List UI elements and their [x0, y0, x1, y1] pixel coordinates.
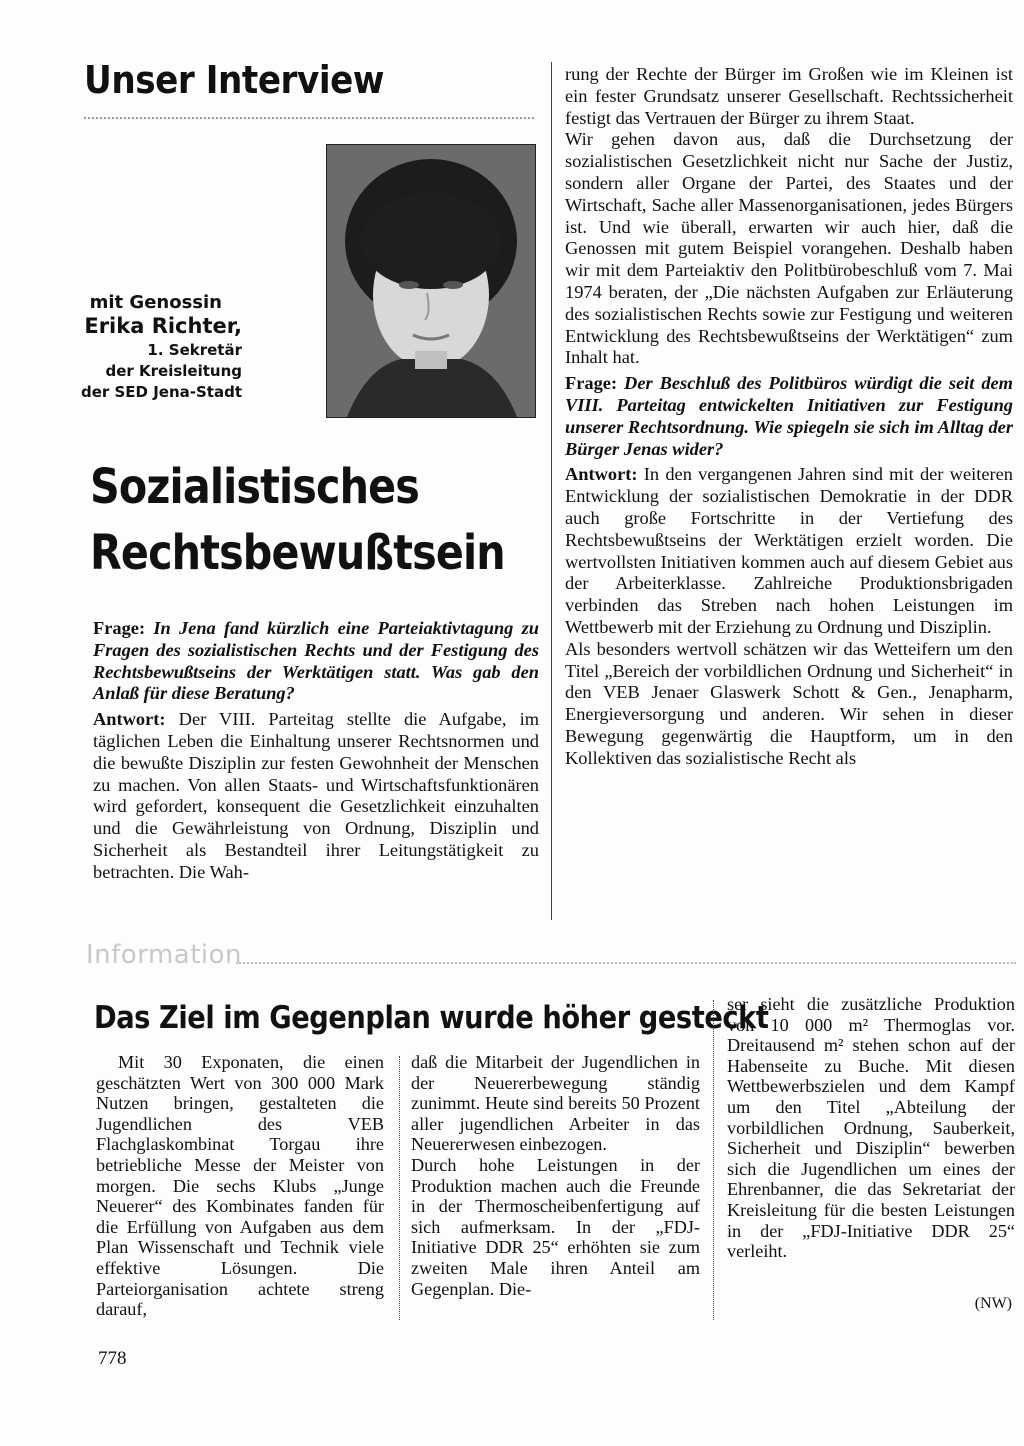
answer-2 — [565, 464, 1013, 638]
paragraph: Wir gehen davon aus, daß die Durchsetzung der sozialistischen Gesetzlichkeit nicht nur Sache der Justiz, sondern aller Organe der Partei, des Staates und der Wirtschaft, Sache aller Massenorganisationen, jedes Bürgers ist. Und wie überall, erwarten wir auch hier, daß die Genossen mit gutem Beispiel vorangehen. Deshalb haben wir mit dem Parteiaktiv den Politbürobeschluß vom 7. Mai 1974 beraten, der „Die nächsten Aufgaben zur Erläuterung des sozialistischen Rechts sowie zur Festigung und weiteren Entwicklung des Rechtsbewußtseins der Werktätigen“ zum Inhalt hat. — [565, 129, 1013, 368]
info-column-2 — [411, 1052, 700, 1299]
answer-text: In den vergangenen Jahren sind mit der weiteren Entwicklung der sozialistischen Demokratie in der DDR auch große Fortschritte in der Vertiefung des Rechtsbewußtseins der Werktätigen erzielt worden. Die wertvollsten Initiativen kommen auch auf diesem Gebiet aus der Arbeiterklasse. Zahlreiche Produktionsbrigaden verbinden das Streben nach hohen Leistungen im Wettbewerb mit der Erziehung zu Ordnung und Disziplin. — [565, 464, 1013, 637]
portrait-photo — [326, 144, 536, 418]
answer-1 — [93, 709, 539, 883]
question-label: Frage: — [93, 618, 146, 638]
paragraph: daß die Mitarbeit der Jugendlichen in der Neuererbewegung ständig zunimmt. Heute sind bereits 50 Prozent aller jugendlichen Arbeiter in das Neuererwesen einbezogen. — [411, 1052, 700, 1155]
caption-line-5: der SED Jena-Stadt — [80, 383, 242, 401]
information-label: Information — [86, 940, 243, 970]
column-divider — [551, 62, 552, 920]
column-divider — [399, 1056, 400, 1320]
interview-column-1 — [93, 618, 539, 884]
info-column-3 — [727, 994, 1015, 1262]
caption-line-4: der Kreisleitung — [105, 362, 242, 380]
caption-line-3: 1. Sekretär — [147, 341, 242, 359]
headline-line-1: Sozialistisches — [90, 459, 419, 515]
column-divider — [713, 1000, 714, 1320]
paragraph: Durch hohe Leistungen in der Produktion machen auch die Freunde in der Thermoscheibenfertigung auf sich aufmerksam. In der „FDJ-Initiative DDR 25“ erhöhten sie zum zweiten Male ihren Anteil am Gegenplan. Die- — [411, 1154, 700, 1299]
answer-label: Antwort: — [565, 464, 638, 485]
paragraph: rung der Rechte der Bürger im Großen wie im Kleinen ist ein fester Grundsatz unserer Gesellschaft. Rechtssicherheit festigt das Vertrauen der Bürger zu ihrem Staat. — [565, 64, 1013, 128]
caption-line-1: mit Genossin — [89, 292, 222, 313]
information-headline: Das Ziel im Gegenplan wurde höher gesteckt — [94, 1000, 769, 1036]
interview-section-title: Unser Interview — [84, 58, 384, 102]
headline-line-2: Rechtsbewußtsein — [90, 525, 505, 581]
question-2 — [565, 373, 1013, 460]
section-divider — [236, 962, 1016, 964]
paragraph: ser sieht die zusätzliche Produktion von 10 000 m² Thermoglas vor. Dreitausend m² stehen schon auf der Habenseite zu Buche. Mit diesen Wettbewerbszielen und dem Kampf um den Titel „Abteilung der vorbildlichen Ordnung, Sauberkeit, Sicherheit und Disziplin“ bewerben sich die Jugendlichen um eines der Ehrenbanner, die das Sekretariat der Kreisleitung für die besten Leistungen in der „FDJ-Initiative DDR 25“ verleiht. — [727, 994, 1015, 1262]
caption-role — [81, 340, 242, 403]
article-headline — [90, 454, 505, 586]
question-1 — [93, 618, 539, 705]
interview-column-2 — [565, 64, 1013, 770]
answer-label: Antwort: — [93, 709, 166, 730]
info-column-1 — [96, 1052, 384, 1320]
paragraph: Als besonders wertvoll schätzen wir das Wetteifern um den Titel „Bereich der vorbildlichen Ordnung und Sicherheit“ in den VEB Jenaer Glaswerk Schott & Gen., Jenapharm, Energieversorgung und anderen. Wir sehen in dieser Bewegung gegenwärtig die Hauptform, um in den Kollektiven das sozialistische Recht als — [565, 638, 1013, 768]
question-text: In Jena fand kürzlich eine Parteiaktivtagung zu Fragen des sozialistischen Rechts und der Festigung des Rechtsbewußtseins der Werktätigen statt. Was gab den Anlaß für diese Beratung? — [93, 618, 539, 704]
section-divider — [84, 117, 534, 119]
question-label: Frage: — [565, 373, 618, 394]
portrait-image — [327, 145, 535, 417]
author-signature: (NW) — [974, 1295, 1012, 1312]
page-number: 778 — [98, 1348, 127, 1369]
answer-text: Der VIII. Parteitag stellte die Aufgabe, im täglichen Leben die Einhaltung unserer Rechtsnormen und die bewußte Disziplin zur festen Gewohnheit der Menschen zu machen. Von allen Staats- und Wirtschaftsfunktionären wird gefordert, konsequent die Gesetzlichkeit einzuhalten und die Gewährleistung von Ordnung, Disziplin und Sicherheit als Bestandteil ihrer Leitungstätigkeit zu betrachten. Die Wah- — [93, 709, 539, 882]
question-text: Der Beschluß des Politbüros würdigt die seit dem VIII. Parteitag entwickelten Initiativen zur Festigung unserer Rechtsordnung. Wie spiegeln sie sich im Alltag der Bürger Jenas wider? — [565, 373, 1013, 459]
paragraph: Mit 30 Exponaten, die einen geschätzten Wert von 300 000 Mark Nutzen bringen, gestalteten die Jugendlichen des VEB Flachglaskombinat Torgau ihre betriebliche Messe der Meister von morgen. Die sechs Klubs „Junge Neuerer“ des Kombinates fanden für die Erfüllung von Aufgaben aus dem Plan Wissenschaft und Technik viele effektive Lösungen. Die Parteiorganisation achtete streng darauf, — [96, 1052, 384, 1320]
caption-name: Erika Richter, — [84, 314, 242, 338]
